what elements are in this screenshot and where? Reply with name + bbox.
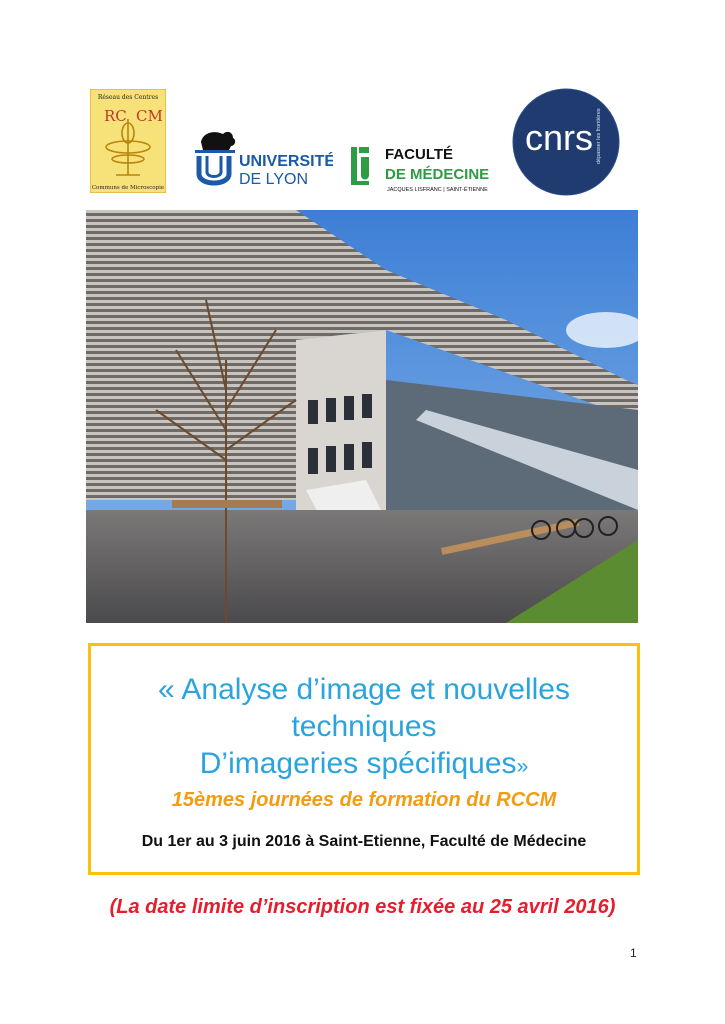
subtitle: 15èmes journées de formation du RCCM [171,789,557,811]
event-date: Du 1er au 3 juin 2016 à Saint-Etienne, Faculté de Médecine [141,833,587,850]
title-line-3 [91,745,637,785]
fac-line1: FACULTÉ [385,146,454,163]
universite-de-lyon-logo [193,128,333,194]
rccm-logo [90,89,166,193]
cnrs-text: cnrs [524,117,594,158]
title-line-2: techniques [291,710,437,743]
cnrs-logo [512,88,620,196]
rccm-top-text: Réseau des Centres [97,94,159,101]
rccm-right-text: CM [136,107,163,125]
fac-line2: DE MÉDECINE [385,166,490,183]
title-line-1: « Analyse d’image et nouvelles [158,673,570,706]
title-line-3-text: D’imageries spécifiques [199,747,517,780]
registration-deadline: (La date limite d’inscription est fixée au 25 avril 2016) [109,896,616,918]
udl-line2: DE LYON [239,171,309,188]
title-box [88,643,640,875]
faculte-emblem-icon [351,147,369,185]
page-number: 1 [630,946,637,960]
rccm-bottom-text: Communs de Microscopie [91,185,165,191]
building-photo [86,210,638,623]
lion-icon [201,132,235,150]
faculte-medecine-logo [349,141,504,193]
rccm-left-text: RC [104,107,127,125]
title-closing-quote: » [516,755,529,778]
main-title [91,671,637,785]
fac-line3: JACQUES LISFRANC | SAINT-ÉTIENNE [387,187,488,193]
udl-line1: UNIVERSITÉ [239,153,333,170]
cnrs-tagline: dépasser les frontières [596,108,602,164]
